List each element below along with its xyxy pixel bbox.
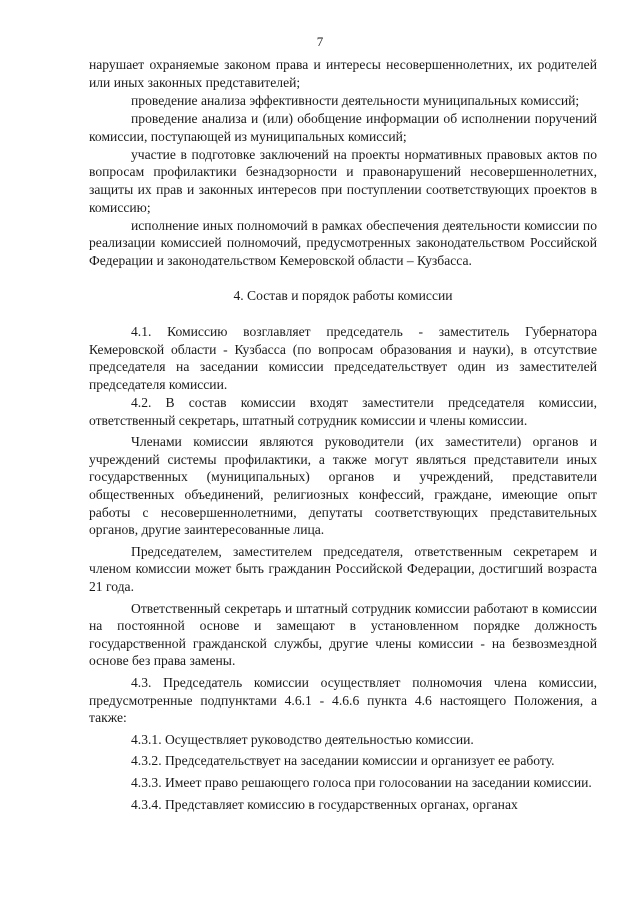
page-number: 7 [316,34,324,49]
paragraph: исполнение иных полномочий в рамках обеспечения деятельности комиссии по реализации комиссией полномочий, предусмотренных законодательством Российской Федерации и законодательством Кемеровской области – Кузбасса. [89,217,597,268]
paragraph: проведение анализа и (или) обобщение информации об исполнении поручений комиссии, поступающей из муниципальных комиссий; [89,110,597,144]
paragraph: 4.3.2. Председательствует на заседании комиссии и организует ее работу. [131,753,555,769]
paragraph: участие в подготовке заключений на проекты нормативных правовых актов по вопросам профилактики безнадзорности и правонарушений несовершеннолетних, защиты их прав и законных интересов при поступлении соответствующих проектов в комиссию; [89,146,597,215]
paragraph: 4.3.4. Представляет комиссию в государственных органах, органах [131,796,518,812]
paragraph: нарушает охраняемые законом права и интересы несовершеннолетних, их родителей или иных законных представителей; [89,57,597,90]
paragraph: Ответственный секретарь и штатный сотрудник комиссии работают в комиссии на постоянной основе и замещают в установленном порядке должность государственной гражданской службы, другие члены комиссии - на безвозмездной основе без права замены. [89,600,597,669]
paragraph: 4.3. Председатель комиссии осуществляет полномочия члена комиссии, предусмотренные подпунктами 4.6.1 - 4.6.6 пункта 4.6 настоящего Положения, а также: [89,674,597,726]
paragraph: Членами комиссии являются руководители (их заместители) органов и учреждений системы профилактики, а также могут являться представители иных государственных (муниципальных) органов и учреждений, представители общественных объединений, религиозных конфессий, граждане, имеющие опыт работы с несовершеннолетними, депутаты соответствующих представительных органов, другие заинтересованные лица. [89,434,597,538]
paragraph: 4.1. Комиссию возглавляет председатель - заместитель Губернатора Кемеровской области - Кузбасса (по вопросам образования и науки), в отсутствие председателя на заседании комиссии председательствует один из заместителей председателя комиссии. [89,324,597,392]
paragraph: 4.2. В состав комиссии входят заместители председателя комиссии, ответственный секретарь, штатный сотрудник комиссии и члены комиссии. [89,395,597,428]
paragraph: 4.3.3. Имеет право решающего голоса при голосовании на заседании комиссии. [131,774,592,790]
document-body [89,56,597,813]
section-heading: 4. Состав и порядок работы комиссии [233,287,453,303]
paragraph: Председателем, заместителем председателя, ответственным секретарем и членом комиссии может быть гражданин Российской Федерации, достигший возраста 21 года. [89,543,597,594]
paragraph: 4.3.1. Осуществляет руководство деятельностью комиссии. [131,731,474,747]
paragraph: проведение анализа эффективности деятельности муниципальных комиссий; [131,92,580,108]
